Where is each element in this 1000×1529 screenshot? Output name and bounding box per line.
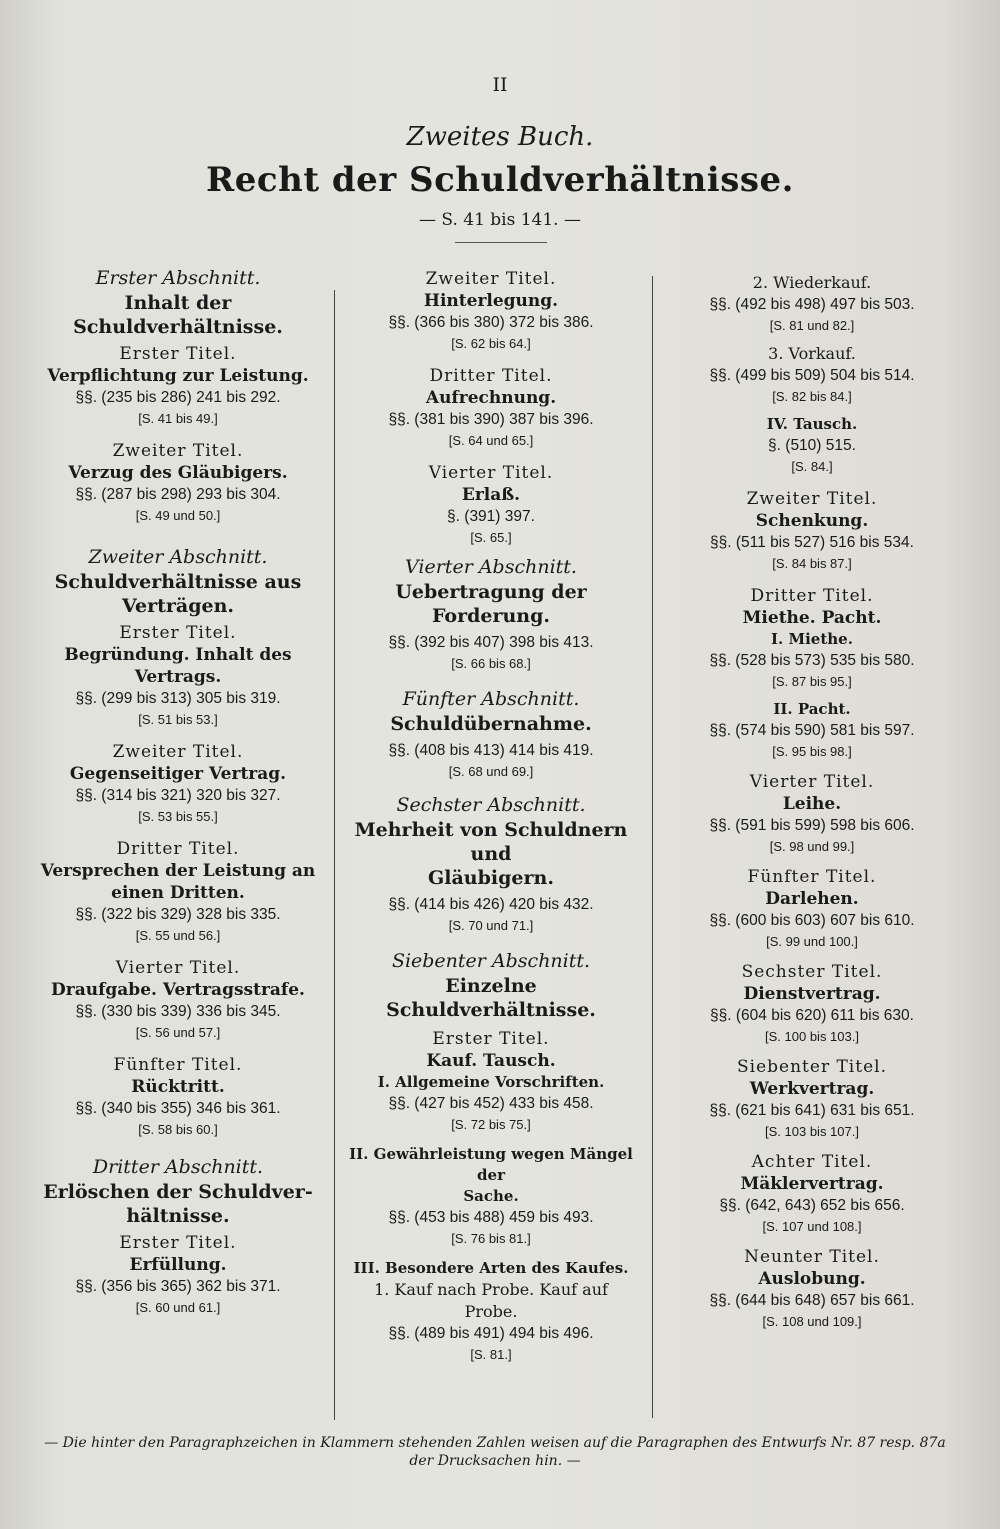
subsection-name: 2. Wiederkauf. xyxy=(752,273,872,292)
paragraph-range: §§. (366 bis 380) 372 bis 386. xyxy=(388,314,594,331)
title-name: Mäklervertrag. xyxy=(740,1174,884,1194)
section-title: Schuldverhältnisse aus xyxy=(54,571,302,593)
subsection-name: I. Allgemeine Vorschriften. xyxy=(377,1073,605,1091)
column-divider xyxy=(334,290,335,1420)
paragraph-range: §§. (528 bis 573) 535 bis 580. xyxy=(709,652,915,669)
page-ref: [S. 103 bis 107.] xyxy=(765,1124,859,1139)
title-name: Erlaß. xyxy=(461,485,521,505)
page-ref: [S. 64 und 65.] xyxy=(448,433,534,448)
subsection-name: III. Besondere Arten des Kaufes. xyxy=(353,1259,629,1277)
page-ref: [S. 81 und 82.] xyxy=(769,318,855,333)
subsection-name: 1. Kauf nach Probe. Kauf auf xyxy=(374,1280,608,1299)
paragraph-range: §. (391) 397. xyxy=(447,508,535,525)
paragraph-range: §§. (427 bis 452) 433 bis 458. xyxy=(388,1095,594,1112)
title-label: Vierter Titel. xyxy=(428,463,554,483)
section-label: Dritter Abschnitt. xyxy=(92,1156,264,1178)
section-label: Fünfter Abschnitt. xyxy=(402,688,580,710)
subsection-name: Sache. xyxy=(463,1187,519,1205)
page-ref: [S. 58 bis 60.] xyxy=(138,1122,218,1137)
title-label: Erster Titel. xyxy=(119,1233,237,1253)
page-ref: [S. 41 bis 49.] xyxy=(138,411,218,426)
title-label: Achter Titel. xyxy=(751,1152,873,1172)
column-left xyxy=(28,262,328,1317)
title-name: Leihe. xyxy=(782,794,842,814)
page-ref: [S. 62 bis 64.] xyxy=(451,336,531,351)
title-label: Erster Titel. xyxy=(432,1029,550,1049)
title-label: Zweiter Titel. xyxy=(112,742,244,762)
page-ref: [S. 107 und 108.] xyxy=(762,1219,862,1234)
paragraph-range: §§. (287 bis 298) 293 bis 304. xyxy=(75,486,281,503)
title-name: Auslobung. xyxy=(758,1269,866,1289)
page-ref: [S. 60 und 61.] xyxy=(135,1300,221,1315)
title-name: Kauf. Tausch. xyxy=(426,1051,556,1071)
paragraph-range: §§. (340 bis 355) 346 bis 361. xyxy=(75,1100,281,1117)
page-ref: [S. 84.] xyxy=(791,459,833,474)
footnote xyxy=(30,1434,960,1470)
title-label: Fünfter Titel. xyxy=(747,867,877,887)
page-ref: [S. 98 und 99.] xyxy=(769,839,855,854)
paragraph-range: §§. (511 bis 527) 516 bis 534. xyxy=(710,534,914,551)
subsection-name: Probe. xyxy=(464,1302,518,1321)
section-title: hältnisse. xyxy=(126,1205,230,1227)
page-ref: [S. 65.] xyxy=(470,530,512,545)
paragraph-range: §§. (492 bis 498) 497 bis 503. xyxy=(709,296,915,313)
title-name: Werkvertrag. xyxy=(749,1079,875,1099)
paragraph-range: §§. (414 bis 426) 420 bis 432. xyxy=(388,896,594,913)
title-label: Dritter Titel. xyxy=(750,586,874,606)
paragraph-range: §§. (314 bis 321) 320 bis 327. xyxy=(75,787,281,804)
column-middle xyxy=(342,262,640,1364)
title-label: Dritter Titel. xyxy=(429,366,553,386)
page-ref: [S. 108 und 109.] xyxy=(762,1314,862,1329)
paragraph-range: §§. (235 bis 286) 241 bis 292. xyxy=(75,389,281,406)
book-heading: Zweites Buch. xyxy=(406,122,594,152)
page-ref: [S. 87 bis 95.] xyxy=(772,674,852,689)
title-name: Gegenseitiger Vertrag. xyxy=(69,764,287,784)
title-name: Rücktritt. xyxy=(131,1077,225,1097)
section-label: Vierter Abschnitt. xyxy=(405,556,577,578)
section-title: Verträgen. xyxy=(122,595,234,617)
page-ref: [S. 68 und 69.] xyxy=(448,764,534,779)
paragraph-range: §§. (453 bis 488) 459 bis 493. xyxy=(388,1209,594,1226)
paragraph-range: §§. (299 bis 313) 305 bis 319. xyxy=(75,690,281,707)
title-label: Zweiter Titel. xyxy=(112,441,244,461)
paragraph-range: §§. (600 bis 603) 607 bis 610. xyxy=(709,912,915,929)
paragraph-range: §§. (392 bis 407) 398 bis 413. xyxy=(388,634,594,651)
title-name: Versprechen der Leistung an xyxy=(40,861,316,881)
page-ref: [S. 55 und 56.] xyxy=(135,928,221,943)
page-ref: [S. 100 bis 103.] xyxy=(765,1029,859,1044)
subsection-name: II. Gewährleistung wegen Mängel der xyxy=(349,1145,633,1184)
title-name: Aufrechnung. xyxy=(425,388,557,408)
title-name: Verpflichtung zur Leistung. xyxy=(47,366,309,386)
title-name: Hinterlegung. xyxy=(423,291,559,311)
title-label: Erster Titel. xyxy=(119,623,237,643)
page-ref: [S. 56 und 57.] xyxy=(135,1025,221,1040)
subsection-name: 3. Vorkauf. xyxy=(768,344,856,363)
section-label: Siebenter Abschnitt. xyxy=(391,950,591,972)
page-ref: [S. 81.] xyxy=(470,1347,512,1362)
paragraph-range: §§. (322 bis 329) 328 bis 335. xyxy=(75,906,281,923)
page-title: Recht der Schuldverhältnisse. xyxy=(206,160,794,200)
title-name: Draufgabe. Vertragsstrafe. xyxy=(51,980,305,1000)
page-number: II xyxy=(492,74,508,96)
page-ref: [S. 66 bis 68.] xyxy=(451,656,531,671)
paragraph-range: §§. (621 bis 641) 631 bis 651. xyxy=(709,1102,915,1119)
title-label: Vierter Titel. xyxy=(115,958,241,978)
title-name: Erfüllung. xyxy=(129,1255,227,1275)
section-title: Inhalt der Schuldverhältnisse. xyxy=(73,292,283,338)
section-title: Erlöschen der Schuldver- xyxy=(43,1181,313,1203)
subsection-name: II. Pacht. xyxy=(773,700,851,718)
page-ref: [S. 82 bis 84.] xyxy=(772,389,852,404)
section-title: Schuldübernahme. xyxy=(390,713,592,735)
page-ref: [S. 53 bis 55.] xyxy=(138,809,218,824)
title-name: einen Dritten. xyxy=(111,883,245,903)
column-divider xyxy=(652,276,653,1418)
section-title: Uebertragung der Forderung. xyxy=(395,581,587,627)
title-name: Miethe. Pacht. xyxy=(742,608,882,628)
section-label: Sechster Abschnitt. xyxy=(396,794,586,816)
title-name: Schenkung. xyxy=(755,511,869,531)
subsection-name: IV. Tausch. xyxy=(766,415,858,433)
paragraph-range: §§. (381 bis 390) 387 bis 396. xyxy=(388,411,594,428)
title-name: Dienstvertrag. xyxy=(743,984,881,1004)
subsection-name: I. Miethe. xyxy=(771,630,853,648)
page-ref: [S. 84 bis 87.] xyxy=(772,556,852,571)
section-title: Einzelne Schuldverhältnisse. xyxy=(386,975,596,1021)
section-title: Gläubigern. xyxy=(428,867,554,889)
title-label: Neunter Titel. xyxy=(744,1247,880,1267)
title-label: Siebenter Titel. xyxy=(737,1057,887,1077)
paragraph-range: §§. (591 bis 599) 598 bis 606. xyxy=(709,817,915,834)
page-ref: [S. 70 und 71.] xyxy=(448,918,534,933)
paragraph-range: §§. (574 bis 590) 581 bis 597. xyxy=(709,722,915,739)
title-name: Vertrags. xyxy=(134,667,222,687)
title-name: Darlehen. xyxy=(765,889,859,909)
paragraph-range: §§. (356 bis 365) 362 bis 371. xyxy=(75,1278,281,1295)
column-right xyxy=(662,262,962,1331)
page-ref: [S. 95 bis 98.] xyxy=(772,744,852,759)
title-label: Dritter Titel. xyxy=(116,839,240,859)
title-divider xyxy=(455,242,547,243)
paragraph-range: §§. (330 bis 339) 336 bis 345. xyxy=(75,1003,281,1020)
paragraph-range: §§. (408 bis 413) 414 bis 419. xyxy=(388,742,594,759)
footnote-line: — Die hinter den Paragraphzeichen in Klammern stehenden Zahlen weisen auf die Paragraphen des Entwurfs Nr. 87 resp. 87a xyxy=(44,1435,946,1451)
title-label: Zweiter Titel. xyxy=(746,489,878,509)
page-range: — S. 41 bis 141. — xyxy=(419,210,581,230)
title-label: Fünfter Titel. xyxy=(113,1055,243,1075)
title-label: Sechster Titel. xyxy=(741,962,883,982)
footnote-line: der Drucksachen hin. — xyxy=(409,1453,581,1469)
section-title: Mehrheit von Schuldnern und xyxy=(354,819,628,865)
paragraph-range: §§. (604 bis 620) 611 bis 630. xyxy=(710,1007,914,1024)
paragraph-range: §. (510) 515. xyxy=(768,437,856,454)
paragraph-range: §§. (489 bis 491) 494 bis 496. xyxy=(388,1325,594,1342)
paragraph-range: §§. (499 bis 509) 504 bis 514. xyxy=(709,367,915,384)
title-name: Begründung. Inhalt des xyxy=(64,645,292,665)
title-name: Verzug des Gläubigers. xyxy=(68,463,288,483)
title-label: Zweiter Titel. xyxy=(425,269,557,289)
page-ref: [S. 51 bis 53.] xyxy=(138,712,218,727)
title-label: Erster Titel. xyxy=(119,344,237,364)
page-ref: [S. 76 bis 81.] xyxy=(451,1231,531,1246)
section-label: Zweiter Abschnitt. xyxy=(88,546,268,568)
paragraph-range: §§. (644 bis 648) 657 bis 661. xyxy=(709,1292,915,1309)
page-ref: [S. 99 und 100.] xyxy=(766,934,858,949)
title-label: Vierter Titel. xyxy=(749,772,875,792)
page-ref: [S. 49 und 50.] xyxy=(135,508,221,523)
page-ref: [S. 72 bis 75.] xyxy=(451,1117,531,1132)
paragraph-range: §§. (642, 643) 652 bis 656. xyxy=(719,1197,905,1214)
section-label: Erster Abschnitt. xyxy=(95,267,261,289)
